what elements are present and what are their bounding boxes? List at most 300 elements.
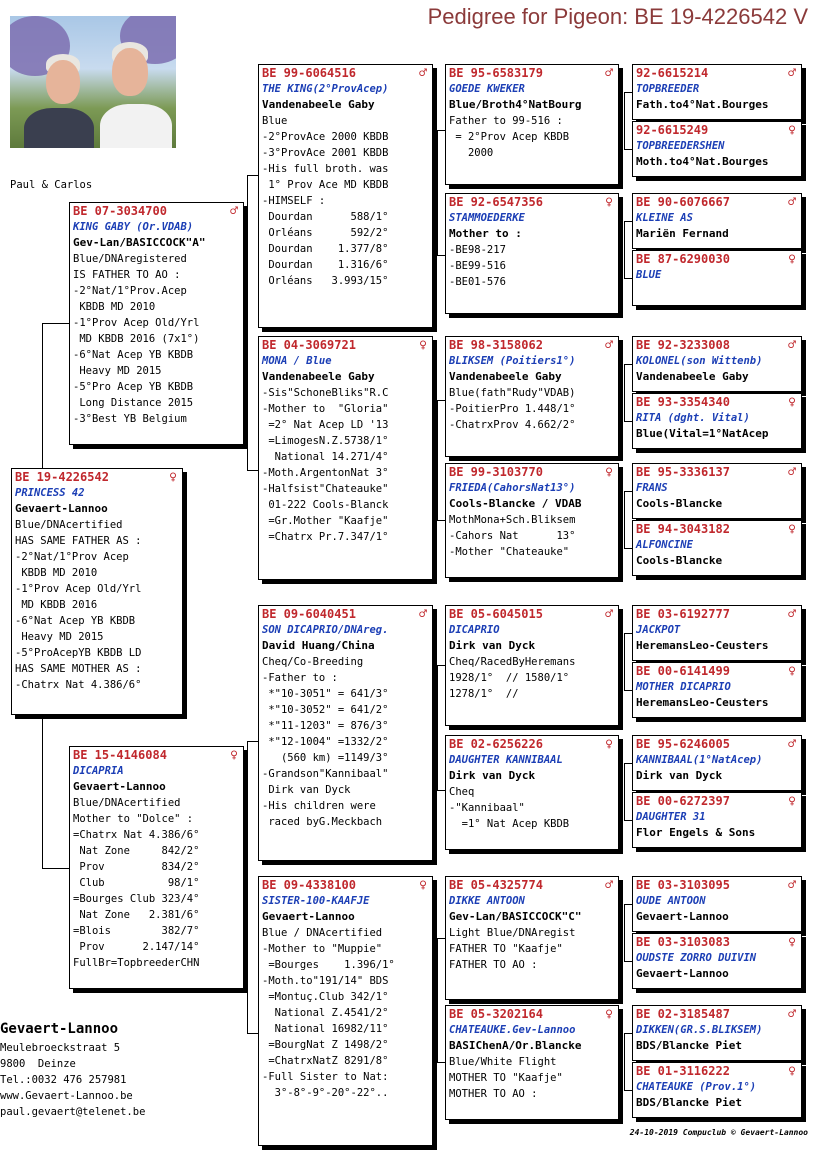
ring-number: BE 03-3103083 — [636, 935, 730, 949]
female-icon: ♀ — [605, 195, 613, 210]
pigeon-card-g14 — [632, 933, 802, 989]
ring-number: BE 99-6064516 — [262, 66, 356, 80]
connector-line — [437, 400, 438, 520]
ring-number-header — [636, 123, 796, 138]
ring-number-header — [449, 737, 613, 752]
ring-number-header — [262, 66, 427, 81]
pigeon-detail-line: National Z.4541/2° — [262, 1007, 389, 1019]
pigeon-detail-line: IS FATHER TO AO : — [73, 269, 181, 281]
pigeon-detail-line: (560 km) =1149/3° — [262, 752, 389, 764]
breeder-address: Meulebroeckstraat 5 — [0, 1042, 121, 1054]
pigeon-detail-line: =Bourges 1.396/1° — [262, 959, 395, 971]
male-icon: ♂ — [419, 607, 427, 622]
pigeon-detail-line: -2°Nat/1°Prov Acep — [15, 551, 129, 563]
male-icon: ♂ — [788, 195, 796, 210]
pigeon-owner: Cools-Blancke — [636, 554, 723, 567]
connector-line — [624, 1033, 625, 1090]
pigeon-card-g10 — [632, 662, 802, 718]
pigeon-detail-line: =ChatrxNatZ 8291/8° — [262, 1055, 389, 1067]
ring-number: BE 87-6290030 — [636, 252, 730, 266]
pigeon-detail-line: HAS SAME MOTHER AS : — [15, 663, 142, 675]
pigeon-detail-line: =Montuç.Club 342/1° — [262, 991, 389, 1003]
female-icon: ♀ — [419, 338, 427, 353]
ring-number: BE 09-4338100 — [262, 878, 356, 892]
pigeon-detail-line: -BE99-516 — [449, 260, 506, 272]
pigeon-owner: Gevaert-Lannoo — [15, 502, 108, 515]
pigeon-name: KING GABY (Or.VDAB) — [73, 221, 194, 233]
male-icon: ♂ — [788, 1007, 796, 1022]
pigeon-name: DAUGHTER 31 — [636, 811, 706, 823]
breeder-name: Gevaert-Lannoo — [0, 1021, 119, 1037]
pigeon-detail-line: -Mother to "Gloria" — [262, 403, 389, 415]
connector-line — [247, 1033, 258, 1034]
pigeon-detail-line: -Grandson"Kannibaal" — [262, 768, 389, 780]
male-icon: ♂ — [419, 66, 427, 81]
connector-line — [42, 323, 43, 468]
pigeon-name: GOEDE KWEKER — [449, 83, 525, 95]
pigeon-owner: Vandenabeele Gaby — [262, 370, 375, 383]
connector-line — [624, 904, 625, 961]
ring-number: BE 00-6272397 — [636, 794, 730, 808]
pigeon-detail-line: Nat Zone 842/2° — [73, 845, 200, 857]
pigeon-detail-line: Cheq/Co-Breeding — [262, 656, 364, 668]
pigeon-detail-line: FullBr=TopbreederCHN — [73, 957, 200, 969]
breeder-contact — [0, 1018, 145, 1120]
pigeon-owner: Blue/Broth4°NatBourg — [449, 98, 582, 111]
pigeon-name: RITA (dght. Vital) — [636, 412, 750, 424]
pigeon-name: MOTHER DICAPRIO — [636, 681, 731, 693]
ring-number-header — [636, 1007, 796, 1022]
pigeon-detail-line: =Gr.Mother "Kaafje" — [262, 515, 389, 527]
pigeon-card-dam — [69, 746, 244, 989]
pigeon-name: STAMMOEDERKE — [449, 212, 525, 224]
connector-line — [624, 1033, 632, 1034]
pigeon-detail-line: -His children were — [262, 800, 376, 812]
pigeon-name: KANNIBAAL(1°NatAcep) — [636, 754, 763, 766]
pigeon-owner: Vandenabeele Gaby — [449, 370, 562, 383]
pigeon-detail-line: Prov 834/2° — [73, 861, 200, 873]
connector-line — [624, 820, 632, 821]
connector-line — [624, 1090, 632, 1091]
pigeon-detail-line: -HIMSELF : — [262, 195, 326, 207]
connector-line — [624, 763, 625, 820]
pigeon-detail-line: Dourdan 588/1° — [262, 211, 389, 223]
ring-number-header — [15, 470, 177, 485]
ring-number-header — [449, 66, 613, 81]
pigeon-detail-line: =Blois 382/7° — [73, 925, 200, 937]
ring-number: 92-6615214 — [636, 66, 709, 80]
pigeon-detail-line: -Full Sister to Nat: — [262, 1071, 389, 1083]
pigeon-card-sd — [258, 336, 433, 580]
connector-line — [247, 741, 248, 1034]
male-icon: ♂ — [605, 66, 613, 81]
pigeon-detail-line: MothMona+Sch.Bliksem — [449, 514, 576, 526]
connector-line — [42, 868, 69, 869]
pigeon-detail-line: -2°Nat/1°Prov.Acep — [73, 285, 187, 297]
pigeon-owner: Moth.to4°Nat.Bourges — [636, 155, 769, 168]
connector-line — [247, 175, 248, 470]
pigeon-name: SISTER-100-KAAFJE — [262, 895, 370, 907]
ring-number-header — [449, 338, 613, 353]
pigeon-detail-line: -Halfsist"Chateauke" — [262, 483, 389, 495]
pigeon-name: OUDSTE ZORRO DUIVIN — [636, 952, 757, 964]
pigeon-name: DICAPRIO — [449, 624, 500, 636]
pigeon-name: TOPBREEDER — [636, 83, 700, 95]
male-icon: ♂ — [788, 465, 796, 480]
ring-number: BE 92-3233008 — [636, 338, 730, 352]
ring-number-header — [636, 935, 796, 950]
pigeon-detail-line: Blue(fath"Rudy"VDAB) — [449, 387, 576, 399]
ring-number-header — [636, 878, 796, 893]
pigeon-detail-line: Cheq/RacedByHeremans — [449, 656, 576, 668]
ring-number: BE 09-6040451 — [262, 607, 356, 621]
connector-line — [437, 1062, 445, 1063]
connector-line — [624, 92, 625, 149]
pigeon-detail-line: *"10-3052" = 641/2° — [262, 704, 389, 716]
connector-line — [624, 491, 632, 492]
pigeon-card-g3 — [632, 193, 802, 249]
pigeon-detail-line: 01-222 Cools-Blanck — [262, 499, 389, 511]
pigeon-detail-line: National 16982/11° — [262, 1023, 389, 1035]
pigeon-detail-line: MOTHER TO "Kaafje" — [449, 1072, 563, 1084]
pigeon-card-g8 — [632, 520, 802, 576]
ring-number-header — [262, 338, 427, 353]
female-icon: ♀ — [605, 737, 613, 752]
pigeon-detail-line: =Bourges Club 323/4° — [73, 893, 200, 905]
pigeon-detail-line: Cheq — [449, 786, 475, 798]
pigeon-detail-line: =BourgNat Z 1498/2° — [262, 1039, 389, 1051]
pigeon-detail-line: Blue/DNAcertified — [73, 797, 181, 809]
ring-number-header — [636, 522, 796, 537]
print-stamp: 24-10-2019 Compuclub © Gevaert-Lannoo — [629, 1128, 808, 1137]
pigeon-detail-line: 1° Prov Ace MD KBDB — [262, 179, 389, 191]
ring-number: BE 92-6547356 — [449, 195, 543, 209]
pigeon-detail-line: -1°Prov Acep Old/Yrl — [73, 317, 200, 329]
connector-line — [437, 520, 445, 521]
ring-number: BE 95-6246005 — [636, 737, 730, 751]
pigeon-detail-line: Heavy MD 2015 — [15, 631, 104, 643]
male-icon: ♂ — [605, 878, 613, 893]
female-icon: ♀ — [788, 935, 796, 950]
ring-number-header — [449, 195, 613, 210]
ring-number: BE 03-3103095 — [636, 878, 730, 892]
pigeon-detail-line: -6°Nat Acep YB KBDB — [73, 349, 194, 361]
pigeon-name: OUDE ANTOON — [636, 895, 706, 907]
pigeon-name: BLUE — [636, 269, 662, 281]
pigeon-detail-line: FATHER TO AO : — [449, 959, 538, 971]
ring-number: BE 99-3103770 — [449, 465, 543, 479]
pigeon-name: JACKPOT — [636, 624, 681, 636]
pigeon-card-sire — [69, 202, 244, 445]
connector-line — [624, 633, 625, 690]
photo-caption: Paul & Carlos — [10, 179, 93, 191]
pigeon-detail-line: Dourdan 1.377/8° — [262, 243, 389, 255]
pigeon-owner: Dirk van Dyck — [449, 639, 536, 652]
ring-number-header — [262, 607, 427, 622]
ring-number-header — [449, 607, 613, 622]
pigeon-detail-line: =Chatrx Pr.7.347/1° — [262, 531, 389, 543]
pigeon-detail-line: MD KBDB 2016 — [15, 599, 98, 611]
female-icon: ♀ — [788, 123, 796, 138]
pigeon-detail-line: -3°Best YB Belgium — [73, 413, 187, 425]
pigeon-owner: Fath.to4°Nat.Bourges — [636, 98, 769, 111]
pigeon-detail-line: -Chatrx Nat 4.386/6° — [15, 679, 142, 691]
connector-line — [624, 149, 632, 150]
pigeon-detail-line: -6°Nat Acep YB KBDB — [15, 615, 136, 627]
pigeon-detail-line: National 14.271/4° — [262, 451, 389, 463]
pigeon-detail-line: -BE98-217 — [449, 244, 506, 256]
pigeon-owner: Dirk van Dyck — [636, 769, 723, 782]
connector-line — [42, 719, 43, 869]
pigeon-card-dsd — [445, 735, 619, 850]
ring-number-header — [636, 252, 796, 267]
pigeon-detail-line: Blue/DNAcertified — [15, 519, 123, 531]
pigeon-detail-line: =2° Nat Acep LD '13 — [262, 419, 389, 431]
breeder-website: www.Gevaert-Lannoo.be — [0, 1090, 133, 1102]
ring-number: BE 05-3202164 — [449, 1007, 543, 1021]
pigeon-name: THE KING(2°ProvAcep) — [262, 83, 389, 95]
pigeon-owner: Blue(Vital=1°NatAcep — [636, 427, 769, 440]
pigeon-detail-line: = 2°Prov Acep KBDB — [449, 131, 570, 143]
pigeon-detail-line: -BE01-576 — [449, 276, 506, 288]
connector-line — [624, 221, 632, 222]
pigeon-owner: Vandenabeele Gaby — [636, 370, 749, 383]
ring-number-header — [636, 794, 796, 809]
pigeon-owner: Gevaert-Lannoo — [262, 910, 355, 923]
pigeon-name: PRINCESS 42 — [15, 487, 85, 499]
pigeon-card-subject — [11, 468, 183, 715]
ring-number: BE 05-6045015 — [449, 607, 543, 621]
connector-line — [624, 278, 632, 279]
pigeon-owner: Flor Engels & Sons — [636, 826, 756, 839]
pigeon-owner: Cools-Blancke / VDAB — [449, 497, 582, 510]
ring-number: BE 05-4325774 — [449, 878, 543, 892]
ring-number: BE 93-3354340 — [636, 395, 730, 409]
pigeon-card-sss — [445, 64, 619, 185]
pigeon-detail-line: KBDB MD 2010 — [15, 567, 98, 579]
pigeon-detail-line: -"Kannibaal" — [449, 802, 525, 814]
connector-line — [42, 323, 69, 324]
pigeon-owner: Mother to : — [449, 227, 522, 240]
pigeon-detail-line: raced byG.Meckbach — [262, 816, 383, 828]
pigeon-detail-line: MD KBDB 2016 (7x1°) — [73, 333, 200, 345]
pigeon-owner: Gevaert-Lannoo — [636, 967, 729, 980]
pigeon-detail-line: Blue — [262, 115, 288, 127]
ring-number-header — [449, 465, 613, 480]
pigeon-owner: Gev-Lan/BASICCOCK"A" — [73, 236, 206, 249]
ring-number-header — [449, 1007, 613, 1022]
connector-line — [624, 633, 632, 634]
pigeon-card-sdd — [445, 463, 619, 578]
male-icon: ♂ — [788, 66, 796, 81]
pigeon-detail-line: -Father to : — [262, 672, 338, 684]
pigeon-detail-line: Dourdan 1.316/6° — [262, 259, 389, 271]
pigeon-card-ds — [258, 605, 433, 861]
pigeon-detail-line: -3°ProvAce 2001 KBDB — [262, 147, 389, 159]
pigeon-name: SON DICAPRIO/DNAreg. — [262, 624, 389, 636]
female-icon: ♀ — [788, 395, 796, 410]
pigeon-detail-line: -Mother to "Muppie" — [262, 943, 383, 955]
pigeon-card-ssd — [445, 193, 619, 314]
connector-line — [624, 763, 632, 764]
ring-number-header — [636, 465, 796, 480]
ring-number: BE 01-3116222 — [636, 1064, 730, 1078]
pigeon-detail-line: -Cahors Nat 13° — [449, 530, 576, 542]
page-title: Pedigree for Pigeon: BE 19-4226542 V — [427, 4, 808, 29]
connector-line — [247, 741, 258, 742]
pigeon-name: CHATEAUKE (Prov.1°) — [636, 1081, 757, 1093]
ring-number: BE 04-3069721 — [262, 338, 356, 352]
pigeon-owner: BDS/Blancke Piet — [636, 1096, 742, 1109]
pigeon-name: TOPBREEDERSHEN — [636, 140, 725, 152]
male-icon: ♂ — [788, 338, 796, 353]
pigeon-detail-line: KBDB MD 2010 — [73, 301, 156, 313]
connector-line — [437, 790, 445, 791]
pigeon-owner: Cools-Blancke — [636, 497, 723, 510]
pigeon-card-g11 — [632, 735, 802, 791]
connector-line — [624, 221, 625, 278]
male-icon: ♂ — [605, 607, 613, 622]
pigeon-name: MONA / Blue — [262, 355, 332, 367]
owners-photo — [10, 16, 176, 148]
ring-number-header — [636, 195, 796, 210]
connector-line — [624, 904, 632, 905]
pigeon-owner: BASIChenA/Or.Blancke — [449, 1039, 582, 1052]
connector-line — [437, 255, 445, 256]
pigeon-owner: BDS/Blancke Piet — [636, 1039, 742, 1052]
ring-number: BE 90-6076667 — [636, 195, 730, 209]
pigeon-name: ALFONCINE — [636, 539, 693, 551]
pigeon-name: DIKKE ANTOON — [449, 895, 525, 907]
connector-line — [624, 421, 632, 422]
ring-number: BE 07-3034700 — [73, 204, 167, 218]
ring-number: BE 15-4146084 — [73, 748, 167, 762]
female-icon: ♀ — [605, 1007, 613, 1022]
ring-number-header — [636, 338, 796, 353]
pigeon-name: CHATEAUKE.Gev-Lannoo — [449, 1024, 576, 1036]
ring-number: BE 03-6192777 — [636, 607, 730, 621]
connector-line — [437, 938, 445, 939]
connector-line — [437, 665, 445, 666]
pigeon-detail-line: -Moth.to"191/14" BDS — [262, 975, 389, 987]
female-icon: ♀ — [788, 664, 796, 679]
ring-number: BE 19-4226542 — [15, 470, 109, 484]
female-icon: ♀ — [605, 465, 613, 480]
pigeon-owner: David Huang/China — [262, 639, 375, 652]
pigeon-name: DAUGHTER KANNIBAAL — [449, 754, 563, 766]
connector-line — [624, 548, 632, 549]
pigeon-detail-line: Orléans 592/2° — [262, 227, 389, 239]
male-icon: ♂ — [230, 204, 238, 219]
pigeon-detail-line: -1°Prov Acep Old/Yrl — [15, 583, 142, 595]
male-icon: ♂ — [605, 338, 613, 353]
connector-line — [437, 130, 445, 131]
female-icon: ♀ — [788, 794, 796, 809]
connector-line — [247, 175, 258, 176]
pigeon-card-g15 — [632, 1005, 802, 1061]
male-icon: ♂ — [788, 737, 796, 752]
ring-number-header — [636, 607, 796, 622]
connector-line — [437, 938, 438, 1062]
ring-number-header — [636, 664, 796, 679]
female-icon: ♀ — [230, 748, 238, 763]
ring-number: 92-6615249 — [636, 123, 709, 137]
female-icon: ♀ — [419, 878, 427, 893]
pigeon-detail-line: -His full broth. was — [262, 163, 389, 175]
ring-number-header — [636, 66, 796, 81]
connector-line — [624, 92, 632, 93]
pigeon-detail-line: 1278/1° // — [449, 688, 519, 700]
pigeon-detail-line: *"11-1203" = 876/3° — [262, 720, 389, 732]
connector-line — [624, 690, 632, 691]
ring-number: BE 95-6583179 — [449, 66, 543, 80]
pigeon-detail-line: 1928/1° // 1580/1° — [449, 672, 570, 684]
pigeon-detail-line: Blue / DNAcertified — [262, 927, 383, 939]
pigeon-name: KLEINE AS — [636, 212, 693, 224]
pigeon-card-ddd — [445, 1005, 619, 1120]
pigeon-detail-line: Blue/White Flight — [449, 1056, 557, 1068]
male-icon: ♂ — [788, 878, 796, 893]
pigeon-detail-line: 2000 — [449, 147, 494, 159]
pigeon-card-dss — [445, 605, 619, 726]
pigeon-card-g13 — [632, 876, 802, 932]
pigeon-detail-line: -Sis"SchoneBliks"R.C — [262, 387, 389, 399]
pigeon-card-g2 — [632, 121, 802, 177]
pigeon-card-g9 — [632, 605, 802, 661]
pigeon-detail-line: Blue/DNAregistered — [73, 253, 187, 265]
pigeon-name: BLIKSEM (Poitiers1°) — [449, 355, 576, 367]
ring-number: BE 94-3043182 — [636, 522, 730, 536]
pigeon-card-g1 — [632, 64, 802, 120]
pigeon-detail-line: *"10-3051" = 641/3° — [262, 688, 389, 700]
connector-line — [624, 961, 632, 962]
pigeon-detail-line: Club 98/1° — [73, 877, 200, 889]
ring-number-header — [449, 878, 613, 893]
pigeon-detail-line: -PoitierPro 1.448/1° — [449, 403, 576, 415]
pigeon-name: DICAPRIA — [73, 765, 124, 777]
connector-line — [437, 130, 438, 255]
pigeon-card-dds — [445, 876, 619, 1000]
breeder-city: 9800 Deinze — [0, 1058, 76, 1070]
pigeon-detail-line: 3°-8°-9°-20°-22°.. — [262, 1087, 389, 1099]
pigeon-detail-line: Nat Zone 2.381/6° — [73, 909, 200, 921]
connector-line — [437, 400, 445, 401]
pigeon-name: FRIEDA(CahorsNat13°) — [449, 482, 576, 494]
pigeon-detail-line: *"12-1004" =1332/2° — [262, 736, 389, 748]
pigeon-owner: HeremansLeo-Ceusters — [636, 696, 769, 709]
pigeon-owner: Gev-Lan/BASICCOCK"C" — [449, 910, 582, 923]
pigeon-name: DIKKEN(GR.S.BLIKSEM) — [636, 1024, 763, 1036]
pigeon-detail-line: -2°ProvAce 2000 KBDB — [262, 131, 389, 143]
female-icon: ♀ — [169, 470, 177, 485]
pigeon-detail-line: Mother to "Dolce" : — [73, 813, 194, 825]
pigeon-detail-line: Heavy MD 2015 — [73, 365, 162, 377]
ring-number: BE 02-3185487 — [636, 1007, 730, 1021]
pigeon-card-g5 — [632, 336, 802, 392]
ring-number: BE 00-6141499 — [636, 664, 730, 678]
connector-line — [624, 364, 632, 365]
female-icon: ♀ — [788, 522, 796, 537]
pigeon-card-g4 — [632, 250, 802, 306]
pigeon-detail-line: -ChatrxProv 4.662/2° — [449, 419, 576, 431]
pigeon-detail-line: Light Blue/DNAregist — [449, 927, 576, 939]
pigeon-detail-line: =1° Nat Acep KBDB — [449, 818, 570, 830]
ring-number-header — [73, 748, 238, 763]
pigeon-detail-line: MOTHER TO AO : — [449, 1088, 538, 1100]
female-icon: ♀ — [788, 252, 796, 267]
pigeon-detail-line: Father to 99-516 : — [449, 115, 563, 127]
ring-number: BE 95-3336137 — [636, 465, 730, 479]
